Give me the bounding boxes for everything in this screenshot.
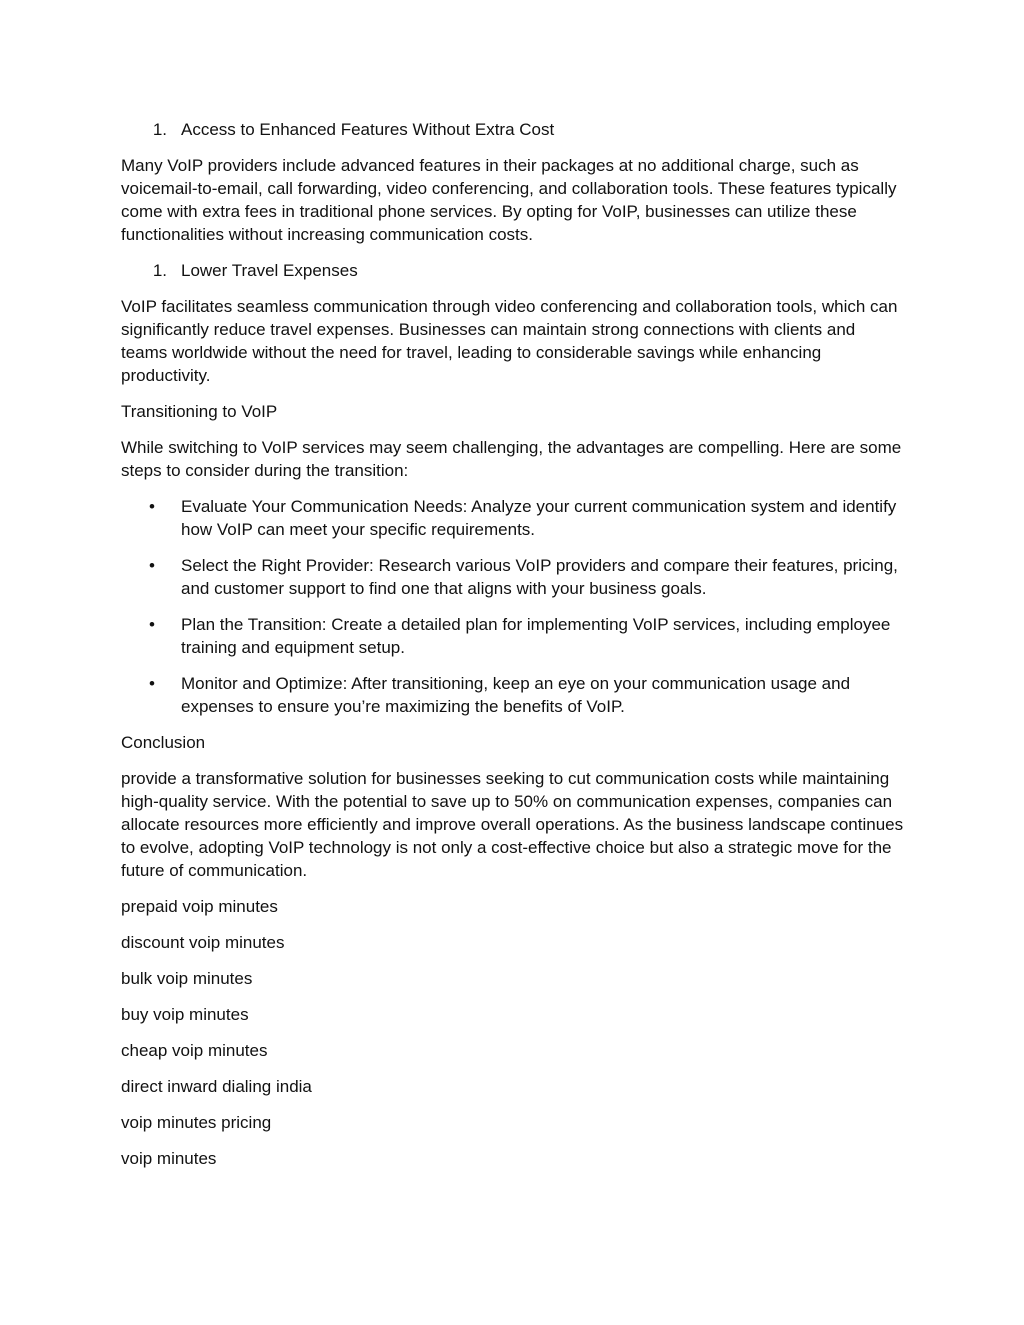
keyword-item: discount voip minutes [121, 933, 285, 952]
list-item-text: Select the Right Provider: Research various VoIP providers and compare their features, pricing, and customer support to find one that aligns with your business goals. [181, 556, 898, 598]
heading-transitioning: Transitioning to VoIP [121, 402, 278, 421]
list-item-text: Monitor and Optimize: After transitioning, keep an eye on your communication usage and expenses to ensure you’re maximizing the benefits of VoIP. [181, 674, 851, 716]
heading-conclusion: Conclusion [121, 733, 206, 752]
keyword-item: voip minutes [121, 1149, 217, 1168]
list-item-text: Plan the Transition: Create a detailed plan for implementing VoIP services, including employee training and equipment setup. [181, 615, 891, 657]
transition-steps-list [121, 495, 906, 718]
list-item [121, 672, 906, 718]
document-page [121, 118, 906, 1183]
keyword-item: voip minutes pricing [121, 1113, 272, 1132]
bullet-icon: • [149, 497, 155, 516]
list-item [121, 495, 906, 541]
list-number: 1. [152, 261, 167, 280]
bullet-icon: • [149, 674, 155, 693]
paragraph-transition-intro: While switching to VoIP services may seem challenging, the advantages are compelling. Here are some steps to consider during the transition: [121, 438, 902, 480]
paragraph-conclusion: provide a transformative solution for businesses seeking to cut communication costs while maintaining high-quality service. With the potential to save up to 50% on communication expenses, companies can allocate resources more efficiently and improve overall operations. As the business landscape continues to evolve, adopting VoIP technology is not only a cost-effective choice but also a strategic move for the future of communication. [121, 769, 904, 880]
section-heading: Lower Travel Expenses [181, 261, 358, 280]
keyword-item: prepaid voip minutes [121, 897, 278, 916]
numbered-heading-enhanced-features [121, 118, 906, 141]
list-number: 1. [152, 120, 167, 139]
list-item-text: Evaluate Your Communication Needs: Analyze your current communication system and identify how VoIP can meet your specific requirements. [181, 497, 897, 539]
numbered-heading-travel-expenses [121, 259, 906, 282]
keyword-item: cheap voip minutes [121, 1041, 268, 1060]
section-heading: Access to Enhanced Features Without Extra Cost [181, 120, 555, 139]
bullet-icon: • [149, 556, 155, 575]
paragraph-enhanced-features: Many VoIP providers include advanced features in their packages at no additional charge, such as voicemail-to-email, call forwarding, video conferencing, and collaboration tools. These features typically come with extra fees in traditional phone services. By opting for VoIP, businesses can utilize these functionalities without increasing communication costs. [121, 156, 897, 244]
list-item [121, 613, 906, 659]
keyword-item: direct inward dialing india [121, 1077, 312, 1096]
paragraph-travel-expenses: VoIP facilitates seamless communication through video conferencing and collaboration tools, which can significantly reduce travel expenses. Businesses can maintain strong connections with clients and teams worldwide without the need for travel, leading to considerable savings while enhancing productivity. [121, 297, 898, 385]
bullet-icon: • [149, 615, 155, 634]
list-item [121, 554, 906, 600]
keyword-item: bulk voip minutes [121, 969, 253, 988]
keyword-list [121, 895, 906, 1170]
keyword-item: buy voip minutes [121, 1005, 249, 1024]
